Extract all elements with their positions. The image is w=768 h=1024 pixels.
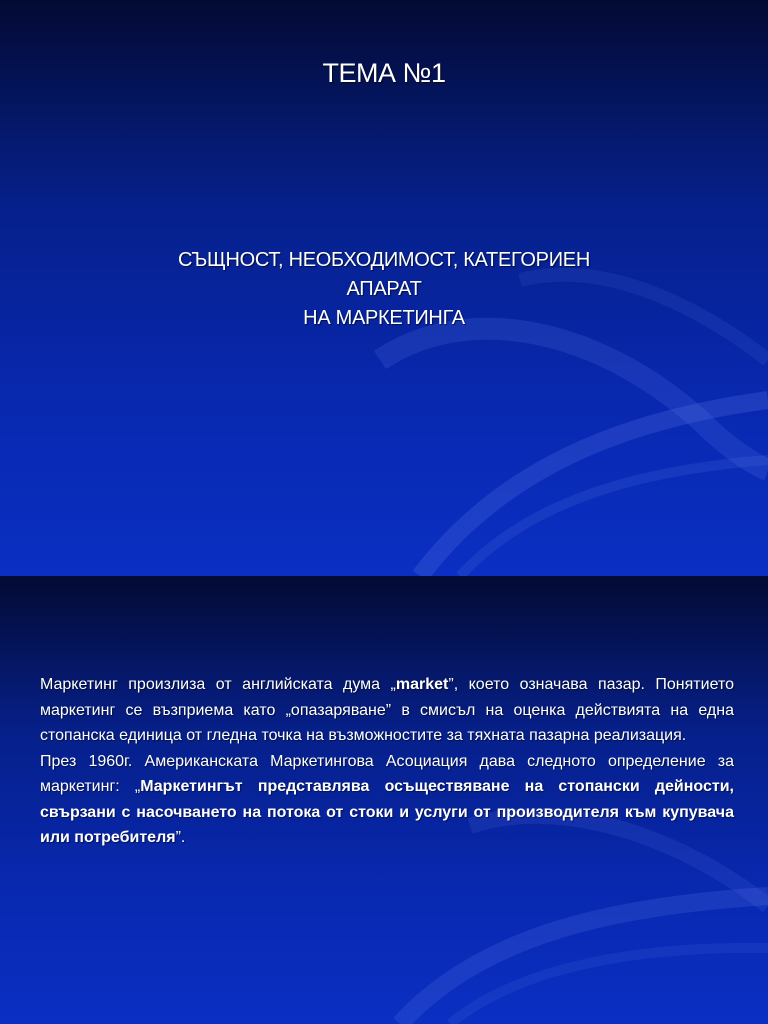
paragraph-1 [40, 672, 734, 749]
subtitle-line-1: СЪЩНОСТ, НЕОБХОДИМОСТ, КАТЕГОРИЕН [178, 249, 590, 271]
paragraph-2 [40, 749, 734, 851]
p1-term-market: market [395, 676, 449, 693]
subtitle-line-3: НА МАРКЕТИНГА [303, 307, 465, 329]
slide-subtitle [0, 246, 768, 333]
p2-text-start: През 1960г. Американската Маркетингова Асоциация дава следното определение за маркетинг: „ [40, 752, 734, 795]
p2-definition: Маркетингът представлява осъществяване на стопански дейности, свързани с насочването на потока от стоки и услуги от производителя към купувача или потребителя [40, 778, 734, 846]
slide-content [0, 576, 768, 1024]
slide-title-text: ТЕМА №1 [322, 58, 446, 88]
subtitle-line-2: АПАРАТ [346, 278, 422, 300]
slide-body [40, 672, 734, 851]
p1-text-start: Маркетинг произлиза от английската дума „ [40, 676, 396, 693]
p2-text-end: ”. [175, 829, 186, 846]
p1-text-end: ”, което означава пазар. Понятието маркетинг се възприема като „опазаряване” в смисъл на оценка действията на една стопанска единица от гледна точка на възможностите за тяхната пазарна реализация. [40, 676, 734, 744]
